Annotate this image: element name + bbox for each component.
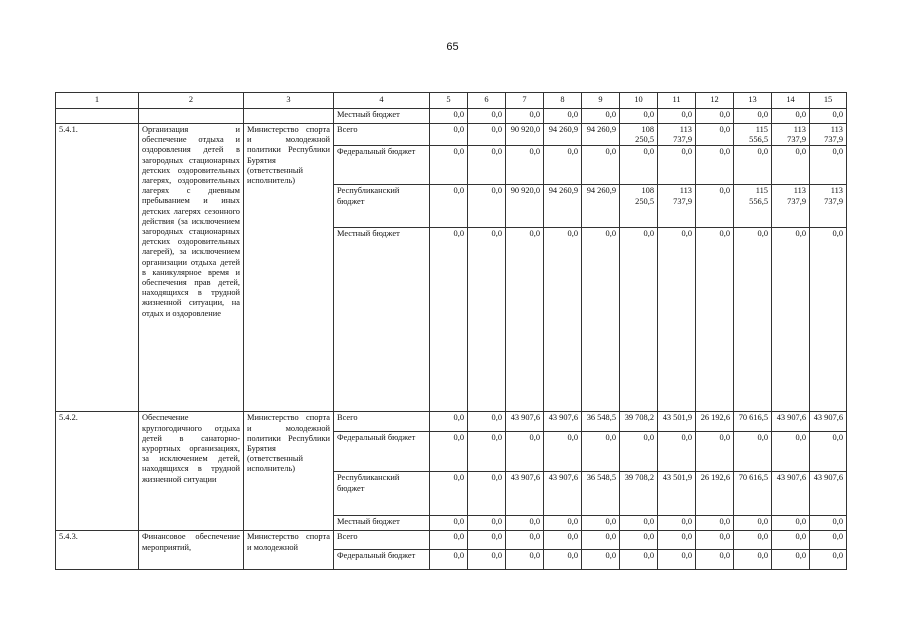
value-cell: 0,0 [544, 531, 582, 550]
value-cell: 0,0 [810, 550, 847, 570]
funding-source-cell: Всего [334, 124, 430, 146]
value-cell: 43 907,6 [810, 472, 847, 516]
value-cell: 43 907,6 [772, 472, 810, 516]
value-cell: 26 192,6 [696, 412, 734, 432]
value-cell: 0,0 [696, 124, 734, 146]
value-cell: 0,0 [620, 109, 658, 124]
row-code-cell: 5.4.2. [56, 412, 139, 531]
value-cell: 108 250,5 [620, 124, 658, 146]
header-cell: 4 [334, 93, 430, 109]
row-name-cell: Организация и обеспечение отдыха и оздоровления детей в загородных стационарных детских оздоровительных лагерях, оздоровительных лагерях с дневным пребыванием и иных детских лагерях сезонного действия (за исключением загородных стационарных детских оздоровительных лагерей), за исключением организации отдыха детей в каникулярное время и обеспечения прав детей, находящихся в трудной жизненной ситуации, на отдых и оздоровление [139, 124, 244, 412]
value-cell: 0,0 [468, 550, 506, 570]
value-cell: 0,0 [734, 516, 772, 531]
header-cell: 7 [506, 93, 544, 109]
value-cell: 0,0 [582, 550, 620, 570]
value-cell: 94 260,9 [582, 185, 620, 228]
value-cell: 0,0 [468, 472, 506, 516]
value-cell: 90 920,0 [506, 124, 544, 146]
header-row [56, 93, 847, 109]
value-cell: 113 737,9 [658, 124, 696, 146]
funding-source-cell: Всего [334, 412, 430, 432]
value-cell: 0,0 [582, 432, 620, 472]
value-cell: 0,0 [506, 109, 544, 124]
value-cell: 0,0 [772, 109, 810, 124]
table-row [56, 124, 847, 146]
header-cell: 10 [620, 93, 658, 109]
value-cell: 113 737,9 [658, 185, 696, 228]
funding-source-cell: Местный бюджет [334, 109, 430, 124]
value-cell: 0,0 [506, 550, 544, 570]
funding-source-cell: Всего [334, 531, 430, 550]
value-cell: 39 708,2 [620, 412, 658, 432]
value-cell: 43 907,6 [544, 412, 582, 432]
value-cell: 115 556,5 [734, 185, 772, 228]
value-cell: 0,0 [696, 109, 734, 124]
header-cell: 15 [810, 93, 847, 109]
value-cell: 0,0 [772, 228, 810, 412]
value-cell: 0,0 [468, 124, 506, 146]
value-cell: 43 501,9 [658, 412, 696, 432]
value-cell: 0,0 [430, 432, 468, 472]
funding-source-cell: Местный бюджет [334, 516, 430, 531]
value-cell: 0,0 [506, 531, 544, 550]
value-cell: 0,0 [658, 146, 696, 185]
row-code-cell: 5.4.3. [56, 531, 139, 570]
header-cell: 9 [582, 93, 620, 109]
value-cell: 0,0 [506, 146, 544, 185]
value-cell: 0,0 [658, 516, 696, 531]
value-cell: 36 548,5 [582, 472, 620, 516]
value-cell: 0,0 [544, 516, 582, 531]
value-cell: 0,0 [430, 185, 468, 228]
value-cell: 0,0 [696, 146, 734, 185]
value-cell: 0,0 [658, 550, 696, 570]
value-cell: 0,0 [430, 124, 468, 146]
row-executor-cell: Министерство спорта и молодежной [244, 531, 334, 570]
value-cell: 0,0 [620, 516, 658, 531]
name-cell [139, 109, 244, 124]
value-cell: 90 920,0 [506, 185, 544, 228]
value-cell: 0,0 [430, 146, 468, 185]
value-cell: 0,0 [430, 228, 468, 412]
funding-source-cell: Местный бюджет [334, 228, 430, 412]
value-cell: 94 260,9 [582, 124, 620, 146]
value-cell: 108 250,5 [620, 185, 658, 228]
value-cell: 0,0 [772, 516, 810, 531]
value-cell: 0,0 [468, 109, 506, 124]
header-cell: 13 [734, 93, 772, 109]
header-cell: 3 [244, 93, 334, 109]
value-cell: 0,0 [430, 531, 468, 550]
value-cell: 0,0 [620, 550, 658, 570]
value-cell: 0,0 [658, 531, 696, 550]
value-cell: 43 907,6 [810, 412, 847, 432]
table-row [56, 531, 847, 550]
row-name-cell: Обеспечение круглогодичного отдыха детей в санаторно-курортных организациях, за исключением детей, находящихся в трудной жизненной ситуации [139, 412, 244, 531]
value-cell: 0,0 [468, 531, 506, 550]
value-cell: 0,0 [430, 550, 468, 570]
value-cell: 0,0 [582, 109, 620, 124]
value-cell: 113 737,9 [772, 185, 810, 228]
value-cell: 0,0 [506, 516, 544, 531]
value-cell: 0,0 [544, 550, 582, 570]
value-cell: 0,0 [734, 531, 772, 550]
value-cell: 0,0 [620, 531, 658, 550]
value-cell: 0,0 [468, 228, 506, 412]
value-cell: 0,0 [734, 550, 772, 570]
value-cell: 0,0 [582, 531, 620, 550]
header-cell: 12 [696, 93, 734, 109]
value-cell: 0,0 [620, 432, 658, 472]
value-cell: 0,0 [620, 228, 658, 412]
table-row [56, 412, 847, 432]
value-cell: 26 192,6 [696, 472, 734, 516]
row-name-cell: Финансовое обеспечение мероприятий, [139, 531, 244, 570]
value-cell: 0,0 [544, 109, 582, 124]
funding-source-cell: Федеральный бюджет [334, 550, 430, 570]
header-cell: 5 [430, 93, 468, 109]
value-cell: 0,0 [430, 109, 468, 124]
value-cell: 0,0 [430, 472, 468, 516]
value-cell: 0,0 [582, 516, 620, 531]
value-cell: 0,0 [734, 432, 772, 472]
value-cell: 39 708,2 [620, 472, 658, 516]
row-executor-cell: Министерство спорта и молодежной политики Республики Бурятия (ответственный исполнитель) [244, 124, 334, 412]
value-cell: 0,0 [468, 516, 506, 531]
value-cell: 0,0 [734, 109, 772, 124]
value-cell: 0,0 [468, 432, 506, 472]
value-cell: 0,0 [696, 516, 734, 531]
value-cell: 94 260,9 [544, 185, 582, 228]
value-cell: 0,0 [506, 228, 544, 412]
value-cell: 0,0 [620, 146, 658, 185]
value-cell: 70 616,5 [734, 412, 772, 432]
executor-cell [244, 109, 334, 124]
value-cell: 0,0 [810, 228, 847, 412]
value-cell: 70 616,5 [734, 472, 772, 516]
value-cell: 0,0 [772, 146, 810, 185]
value-cell: 0,0 [430, 516, 468, 531]
header-cell: 11 [658, 93, 696, 109]
value-cell: 0,0 [696, 550, 734, 570]
value-cell: 0,0 [734, 146, 772, 185]
value-cell: 0,0 [468, 412, 506, 432]
value-cell: 0,0 [696, 432, 734, 472]
value-cell: 0,0 [810, 516, 847, 531]
value-cell: 0,0 [544, 146, 582, 185]
value-cell: 0,0 [582, 228, 620, 412]
value-cell: 0,0 [696, 531, 734, 550]
value-cell: 36 548,5 [582, 412, 620, 432]
value-cell: 0,0 [810, 146, 847, 185]
value-cell: 0,0 [430, 412, 468, 432]
value-cell: 113 737,9 [810, 124, 847, 146]
value-cell: 0,0 [810, 432, 847, 472]
value-cell: 43 907,6 [506, 472, 544, 516]
value-cell: 0,0 [772, 432, 810, 472]
value-cell: 0,0 [658, 109, 696, 124]
value-cell: 0,0 [544, 432, 582, 472]
value-cell: 0,0 [772, 550, 810, 570]
value-cell: 43 907,6 [772, 412, 810, 432]
value-cell: 0,0 [468, 146, 506, 185]
value-cell: 0,0 [810, 109, 847, 124]
value-cell: 0,0 [506, 432, 544, 472]
value-cell: 43 501,9 [658, 472, 696, 516]
value-cell: 0,0 [582, 146, 620, 185]
funding-source-cell: Федеральный бюджет [334, 432, 430, 472]
value-cell: 43 907,6 [506, 412, 544, 432]
value-cell: 115 556,5 [734, 124, 772, 146]
value-cell: 94 260,9 [544, 124, 582, 146]
value-cell: 113 737,9 [810, 185, 847, 228]
value-cell: 0,0 [544, 228, 582, 412]
value-cell: 0,0 [772, 531, 810, 550]
funding-source-cell: Республиканский бюджет [334, 185, 430, 228]
header-cell: 1 [56, 93, 139, 109]
table-body [56, 93, 847, 570]
header-cell: 8 [544, 93, 582, 109]
funding-source-cell: Федеральный бюджет [334, 146, 430, 185]
header-cell: 2 [139, 93, 244, 109]
row-code-cell: 5.4.1. [56, 124, 139, 412]
funding-source-cell: Республиканский бюджет [334, 472, 430, 516]
value-cell: 0,0 [658, 432, 696, 472]
budget-table [55, 92, 847, 570]
value-cell: 113 737,9 [772, 124, 810, 146]
header-cell: 6 [468, 93, 506, 109]
page-number: 65 [446, 41, 459, 53]
value-cell: 0,0 [468, 185, 506, 228]
value-cell: 0,0 [696, 185, 734, 228]
row-executor-cell: Министерство спорта и молодежной политики Республики Бурятия (ответственный исполнитель) [244, 412, 334, 531]
header-cell: 14 [772, 93, 810, 109]
value-cell: 0,0 [696, 228, 734, 412]
value-cell: 0,0 [734, 228, 772, 412]
value-cell: 43 907,6 [544, 472, 582, 516]
value-cell: 0,0 [810, 531, 847, 550]
code-cell [56, 109, 139, 124]
value-cell: 0,0 [658, 228, 696, 412]
table-row [56, 109, 847, 124]
